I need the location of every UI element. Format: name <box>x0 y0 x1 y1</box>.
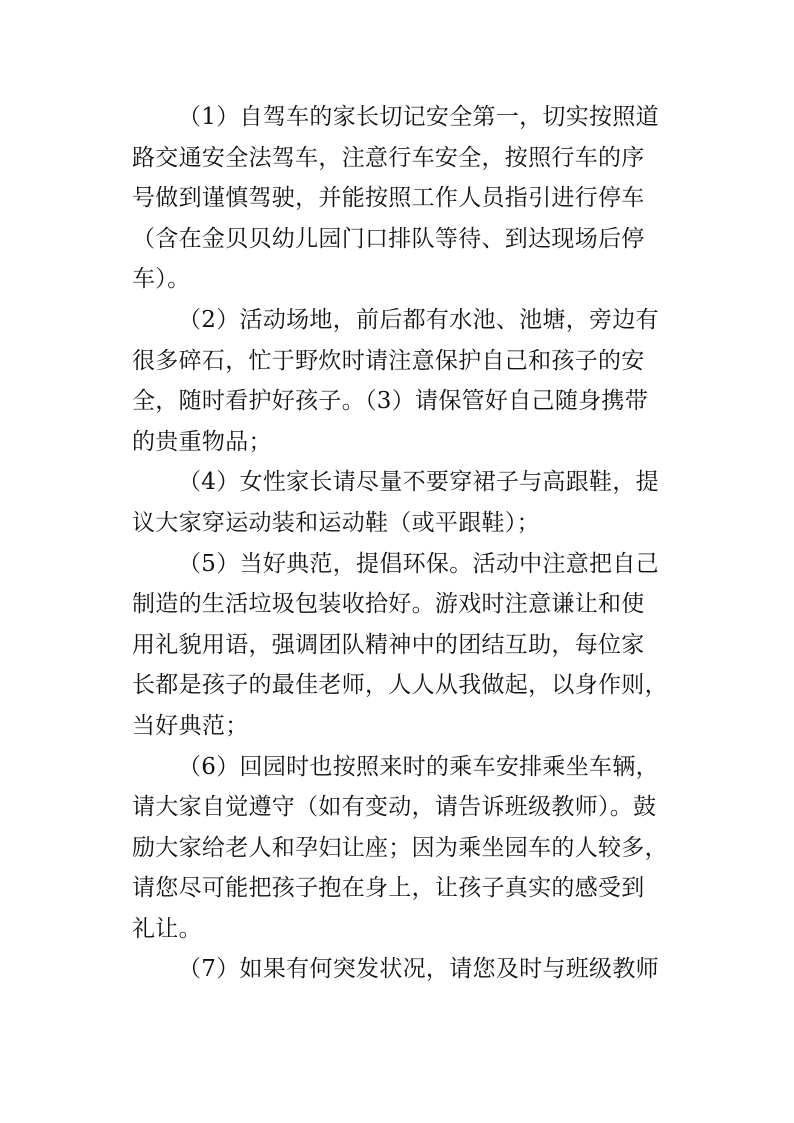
text-line: 长都是孩子的最佳老师，人人从我做起，以身作则， <box>132 672 668 699</box>
text-line: （5）当好典范，提倡环保。活动中注意把自己 <box>178 550 659 577</box>
text-line: 请大家自觉遵守（如有变动，请告诉班级教师）。鼓 <box>132 794 657 821</box>
text-line: 制造的生活垃圾包装收拾好。游戏时注意谦让和使 <box>132 591 645 618</box>
text-line: （含在金贝贝幼儿园门口排队等待、到达现场后停 <box>132 225 645 252</box>
text-line: 号做到谨慎驾驶，并能按照工作人员指引进行停车 <box>132 185 645 212</box>
text-line: 车）。 <box>132 266 191 293</box>
text-line: 全，随时看护好孩子。（3）请保管好自己随身携带 <box>132 388 649 415</box>
text-line: 的贵重物品； <box>132 428 272 455</box>
text-line: （1）自驾车的家长切记安全第一，切实按照道 <box>178 104 659 130</box>
text-line: 议大家穿运动装和运动鞋（或平跟鞋）； <box>132 509 540 536</box>
text-line: 励大家给老人和孕妇让座；因为乘坐园车的人较多， <box>132 834 668 861</box>
text-line: 当好典范； <box>132 712 249 739</box>
text-line: （7）如果有何突发状况，请您及时与班级教师 <box>178 956 659 983</box>
text-line: （6）回园时也按照来时的乘车安排乘坐车辆， <box>178 753 659 780</box>
document-body <box>132 97 668 990</box>
text-line: 很多碎石，忙于野炊时请注意保护自己和孩子的安 <box>132 347 645 374</box>
text-line: （4）女性家长请尽量不要穿裙子与高跟鞋，提 <box>178 469 659 496</box>
text-line: 用礼貌用语，强调团队精神中的团结互助，每位家 <box>132 631 645 658</box>
text-line: 请您尽可能把孩子抱在身上，让孩子真实的感受到 <box>132 875 645 902</box>
text-line: 礼让。 <box>132 915 202 942</box>
text-line: （2）活动场地，前后都有水池、池塘，旁边有 <box>178 306 659 333</box>
text-line: 路交通安全法驾车，注意行车安全，按照行车的序 <box>132 144 645 171</box>
